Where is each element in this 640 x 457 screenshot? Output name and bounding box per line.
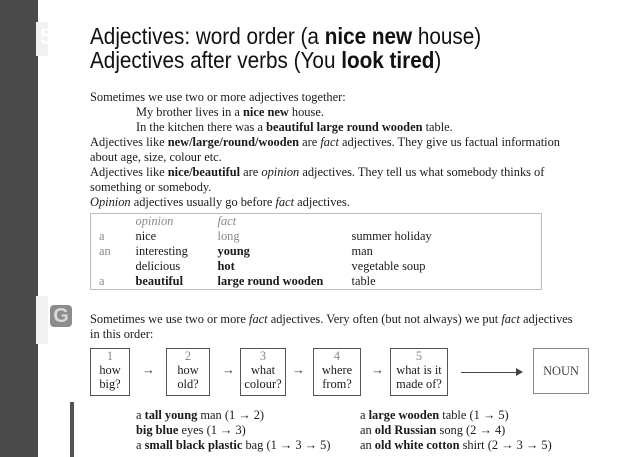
margin-bar — [70, 402, 74, 457]
fact-paragraph: Adjectives like new/large/round/wooden are fact adjectives. They give us factual information — [90, 135, 560, 149]
order-box-size: 1 how big? — [90, 348, 130, 396]
order-box-age: 2 how old? — [166, 348, 210, 396]
section-g-text — [90, 312, 573, 342]
header-opinion: opinion — [135, 214, 174, 228]
noun-box: NOUN — [533, 348, 589, 394]
section-tab-marker — [36, 296, 48, 344]
table-row: delicious hot vegetable soup — [135, 259, 426, 273]
order-arrow: → — [222, 362, 235, 377]
examples-right — [360, 408, 552, 453]
table-row: an interesting young man — [99, 244, 373, 258]
fact-paragraph-cont: about age, size, colour etc. — [90, 150, 222, 164]
examples-left — [136, 408, 330, 453]
table-row: a nice long summer holiday — [99, 229, 432, 243]
long-arrow-icon — [461, 372, 521, 373]
adjective-table — [90, 213, 542, 290]
example-item: an old Russian song (2 → 4) — [360, 423, 506, 437]
page-title — [90, 24, 481, 72]
title-line-2: Adjectives after verbs (You look tired) — [90, 47, 442, 73]
opinion-paragraph: Adjectives like nice/beautiful are opinion adjectives. They tell us what somebody thinks of — [90, 165, 545, 179]
page-edge — [38, 0, 46, 457]
order-box-origin: 4 where from? — [313, 348, 361, 396]
order-box-material: 5 what is it made of? — [390, 348, 448, 396]
example-item: a large wooden table (1 → 5) — [360, 408, 509, 422]
example-item: a small black plastic bag (1 → 3 → 5) — [136, 438, 331, 452]
order-box-colour: 3 what colour? — [240, 348, 286, 396]
order-arrow: → — [292, 362, 305, 377]
intro-paragraph: Sometimes we use two or more adjectives together: — [90, 90, 346, 104]
order-rule: Opinion adjectives usually go before fact adjectives. — [90, 195, 350, 209]
section-g-paragraph-cont: in this order: — [90, 327, 154, 341]
section-g-paragraph: Sometimes we use two or more fact adjectives. Very often (but not always) we put fact adjectives — [90, 312, 573, 326]
example-sentence: In the kitchen there was a beautiful large round wooden table. — [136, 120, 453, 134]
example-item: a tall young man (1 → 2) — [136, 408, 265, 422]
table-row: a beautiful large round wooden table — [99, 274, 376, 288]
table-header — [91, 214, 542, 230]
order-arrow: → — [371, 362, 384, 377]
opinion-paragraph-cont: something or somebody. — [90, 180, 212, 194]
section-badge-5e: 5e — [40, 24, 63, 49]
order-arrow: → — [142, 362, 155, 377]
example-sentence: My brother lives in a nice new house. — [136, 105, 324, 119]
example-item: an old white cotton shirt (2 → 3 → 5) — [360, 438, 552, 452]
section-badge-g: G — [50, 305, 72, 327]
header-fact: fact — [217, 214, 237, 228]
example-item: big blue eyes (1 → 3) — [136, 423, 246, 437]
title-line-1: Adjectives: word order (a nice new house) — [90, 23, 482, 49]
book-spine-shadow — [0, 0, 38, 457]
intro-section — [90, 90, 560, 210]
